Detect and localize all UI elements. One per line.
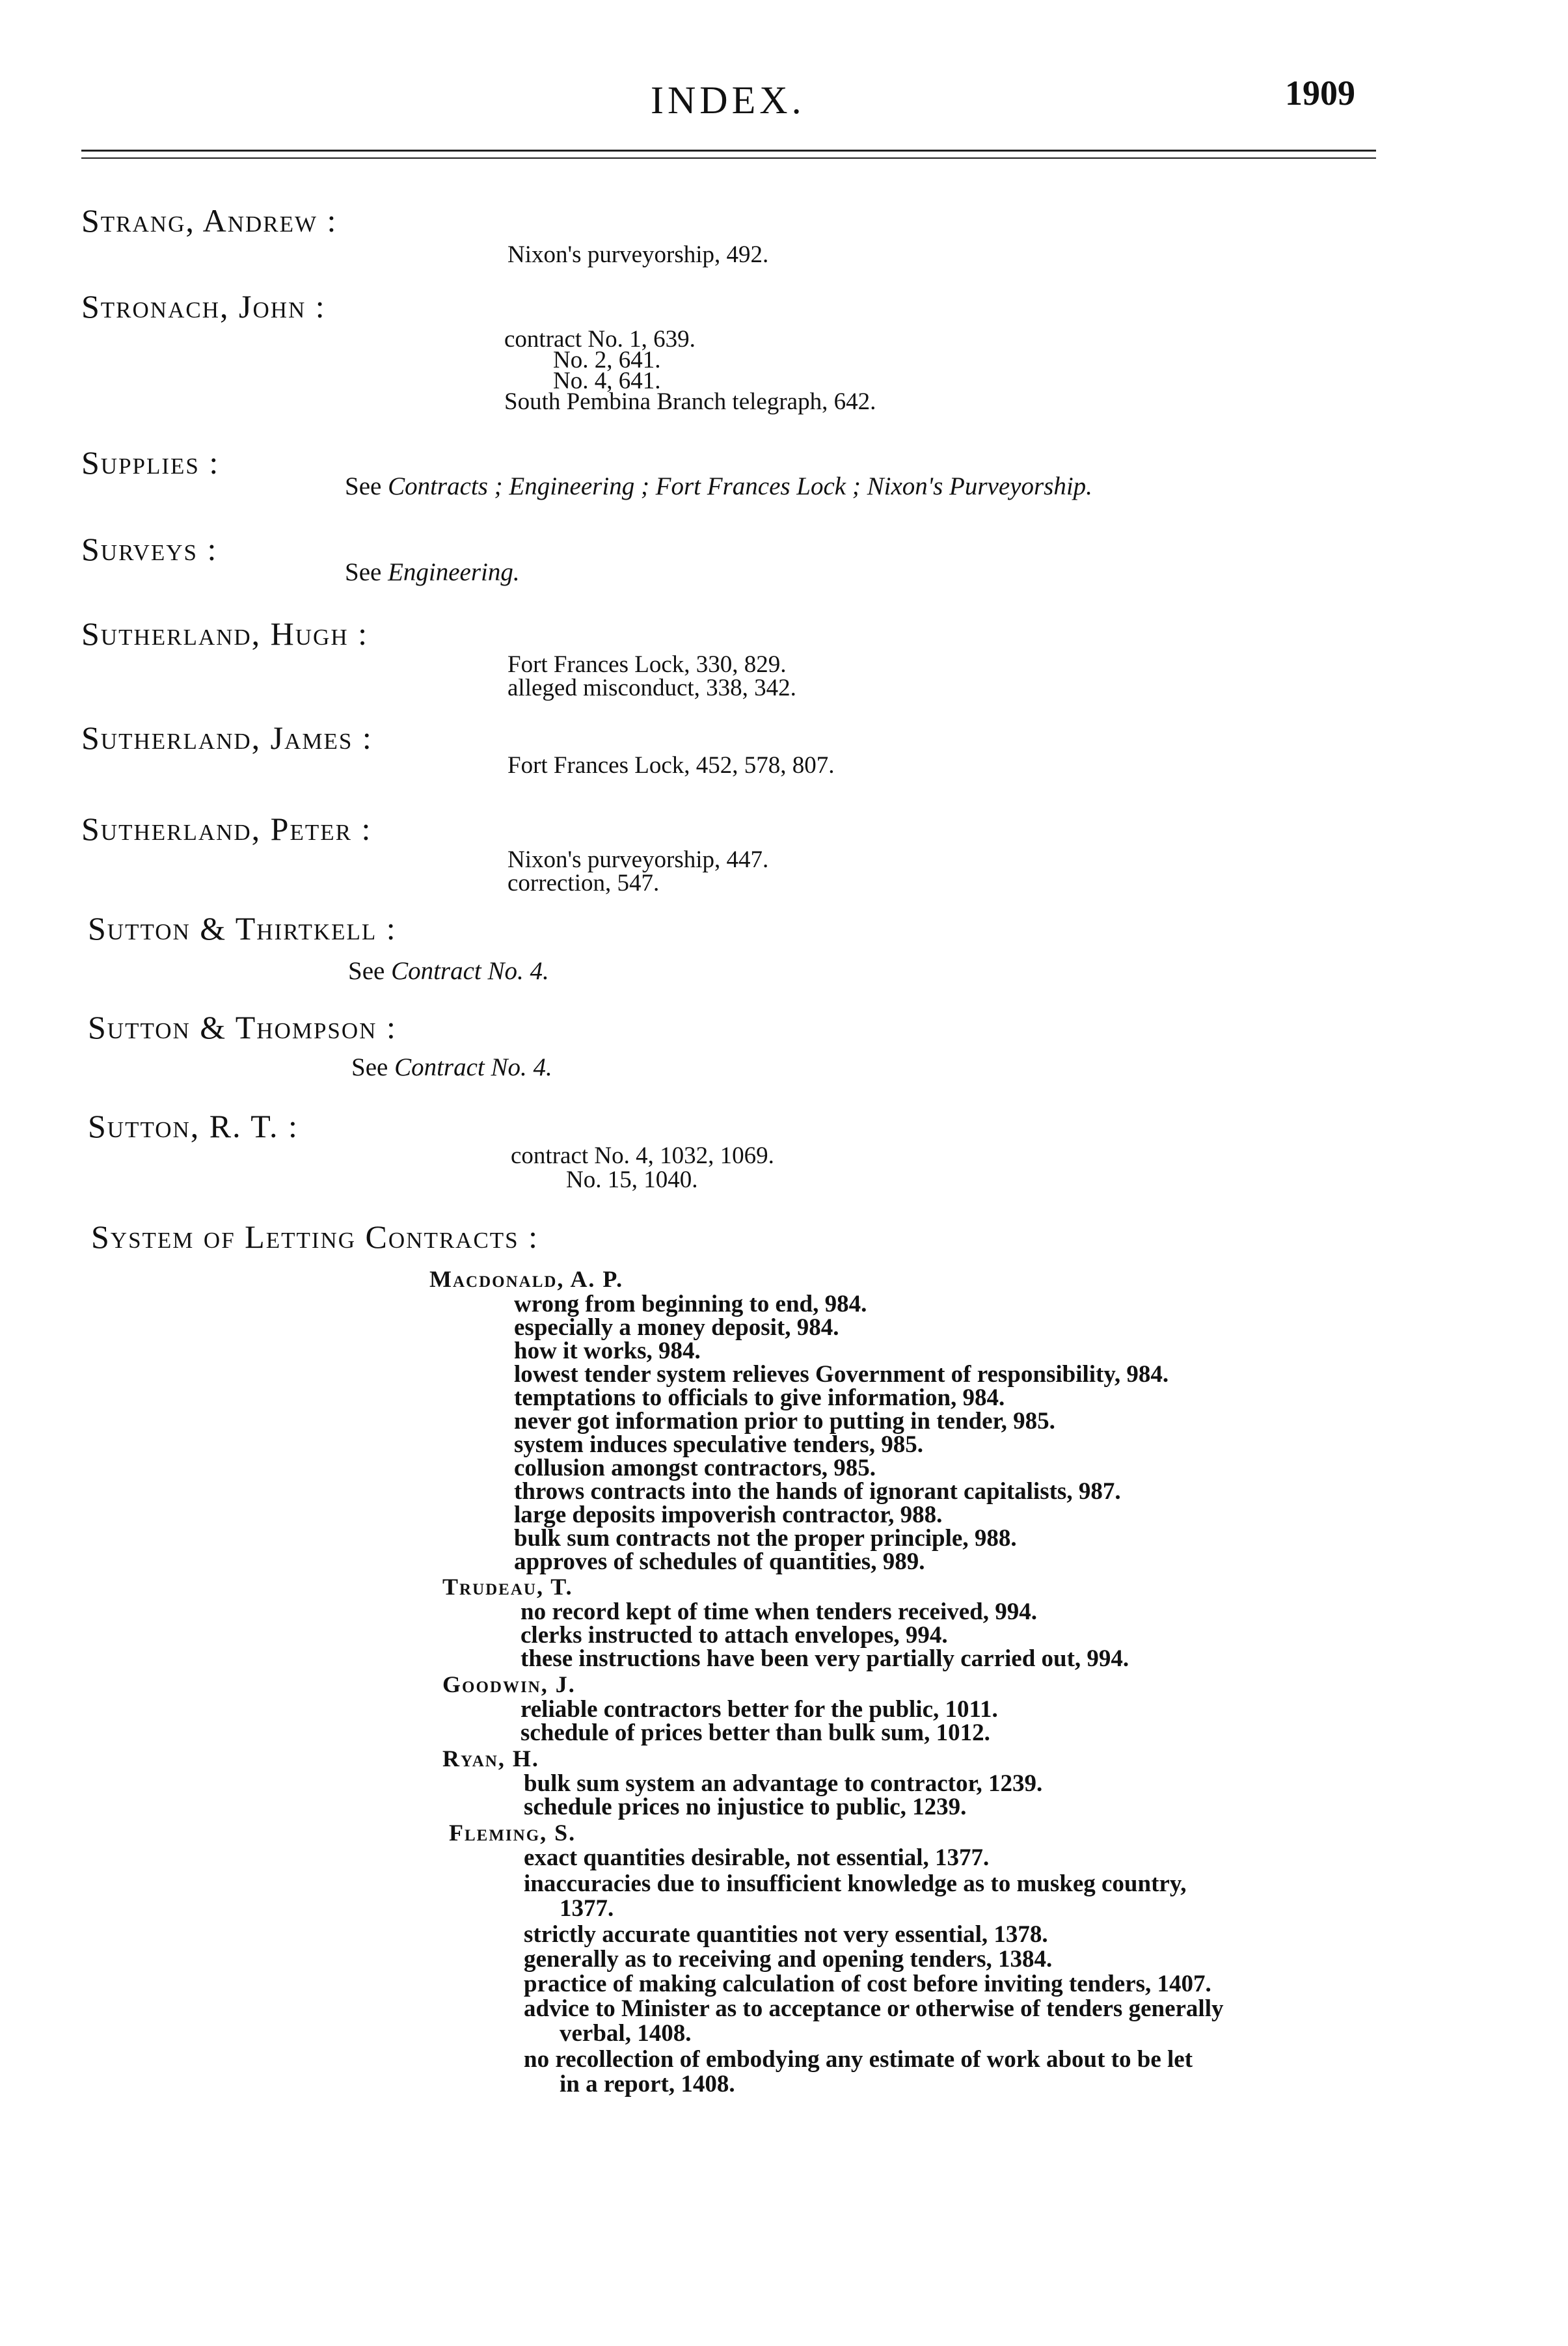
see-targets: Contract No. 4.: [391, 957, 549, 985]
testimony-line: practice of making calculation of cost before inviting tenders, 1407.: [524, 1971, 1211, 1997]
see-reference-sutton-thompson: [351, 1053, 552, 1082]
entry-line: contract No. 1, 639.: [504, 326, 696, 353]
entry-line: Nixon's purveyorship, 447.: [507, 846, 769, 873]
testimony-line: system induces speculative tenders, 985.: [514, 1431, 923, 1458]
testimony-line: inaccuracies due to insufficient knowledge as to muskeg country,: [524, 1870, 1187, 1897]
testimony-line: approves of schedules of quantities, 989.: [514, 1548, 925, 1575]
witness-name-ryan: Ryan, H.: [442, 1746, 539, 1772]
see-targets: Engineering.: [388, 558, 520, 586]
entry-heading-sutton-thompson: Sutton & Thompson :: [88, 1009, 397, 1045]
testimony-line: exact quantities desirable, not essential, 1377.: [524, 1844, 990, 1871]
entry-heading-strang: Strang, Andrew :: [81, 202, 338, 239]
entry-line: No. 4, 641.: [553, 368, 661, 394]
testimony-line: clerks instructed to attach envelopes, 994.: [520, 1622, 948, 1649]
witness-name-trudeau: Trudeau, T.: [442, 1574, 573, 1600]
testimony-line: 1377.: [560, 1895, 614, 1922]
testimony-line: how it works, 984.: [514, 1338, 701, 1364]
entry-heading-sutherland-james: Sutherland, James :: [81, 720, 373, 756]
witness-name-fleming: Fleming, S.: [449, 1820, 576, 1846]
testimony-line: in a report, 1408.: [560, 2071, 735, 2097]
entry-line: correction, 547.: [507, 870, 660, 897]
testimony-line: bulk sum system an advantage to contractor, 1239.: [524, 1770, 1043, 1797]
entry-line: South Pembina Branch telegraph, 642.: [504, 388, 876, 415]
testimony-line: verbal, 1408.: [560, 2020, 692, 2047]
testimony-line: never got information prior to putting in tender, 985.: [514, 1408, 1055, 1435]
witness-name-macdonald: Macdonald, A. P.: [429, 1266, 624, 1292]
testimony-line: lowest tender system relieves Government of responsibility, 984.: [514, 1361, 1169, 1388]
entry-line: No. 15, 1040.: [566, 1166, 698, 1193]
entry-heading-sutherland-hugh: Sutherland, Hugh :: [81, 615, 368, 652]
header-rule-double: [81, 157, 1376, 159]
entry-line: No. 2, 641.: [553, 347, 661, 373]
testimony-line: no record kept of time when tenders received, 994.: [520, 1598, 1037, 1625]
testimony-line: throws contracts into the hands of ignorant capitalists, 987.: [514, 1478, 1121, 1505]
testimony-line: large deposits impoverish contractor, 988.: [514, 1502, 943, 1528]
header-rule: [81, 150, 1376, 152]
see-label: See: [351, 1053, 388, 1081]
testimony-line: no recollection of embodying any estimate of work about to be let: [524, 2046, 1193, 2073]
testimony-line: these instructions have been very partially carried out, 994.: [520, 1645, 1129, 1672]
entry-heading-supplies: Supplies :: [81, 444, 220, 481]
testimony-line: especially a money deposit, 984.: [514, 1314, 839, 1341]
testimony-line: generally as to receiving and opening tenders, 1384.: [524, 1946, 1053, 1973]
see-targets: Contract No. 4.: [394, 1053, 552, 1081]
see-targets: Contracts ; Engineering ; Fort Frances Lock ; Nixon's Purveyorship.: [388, 472, 1092, 500]
testimony-line: bulk sum contracts not the proper principle, 988.: [514, 1525, 1017, 1552]
testimony-line: reliable contractors better for the public, 1011.: [520, 1696, 998, 1723]
entry-line: contract No. 4, 1032, 1069.: [511, 1142, 774, 1169]
entry-line: Fort Frances Lock, 330, 829.: [507, 651, 787, 678]
entry-line: Nixon's purveyorship, 492.: [507, 241, 769, 268]
testimony-line: advice to Minister as to acceptance or otherwise of tenders generally: [524, 1995, 1224, 2022]
witness-name-goodwin: Goodwin, J.: [442, 1671, 576, 1697]
entry-heading-sutton-thirtkell: Sutton & Thirtkell :: [88, 910, 397, 947]
page-number: 1909: [1285, 74, 1355, 113]
testimony-line: schedule of prices better than bulk sum, 1012.: [520, 1719, 990, 1746]
testimony-line: strictly accurate quantities not very essential, 1378.: [524, 1921, 1048, 1948]
testimony-line: schedule prices no injustice to public, 1239.: [524, 1794, 967, 1820]
testimony-line: temptations to officials to give information, 984.: [514, 1384, 1005, 1411]
entry-line: alleged misconduct, 338, 342.: [507, 675, 796, 701]
entry-heading-system-of-letting-contracts: System of Letting Contracts :: [91, 1219, 539, 1255]
entry-heading-sutton-rt: Sutton, R. T. :: [88, 1108, 299, 1144]
see-reference-sutton-thirtkell: [348, 956, 549, 986]
see-label: See: [348, 957, 385, 985]
entry-heading-stronach: Stronach, John :: [81, 288, 326, 325]
see-label: See: [345, 472, 382, 500]
see-reference-surveys: [345, 558, 520, 587]
see-reference-supplies: [345, 472, 1092, 501]
entry-heading-surveys: Surveys :: [81, 531, 218, 567]
entry-line: Fort Frances Lock, 452, 578, 807.: [507, 752, 835, 779]
see-label: See: [345, 558, 382, 586]
testimony-line: collusion amongst contractors, 985.: [514, 1455, 876, 1481]
testimony-line: wrong from beginning to end, 984.: [514, 1291, 867, 1317]
entry-heading-sutherland-peter: Sutherland, Peter :: [81, 811, 372, 847]
page-title: INDEX.: [651, 79, 805, 122]
